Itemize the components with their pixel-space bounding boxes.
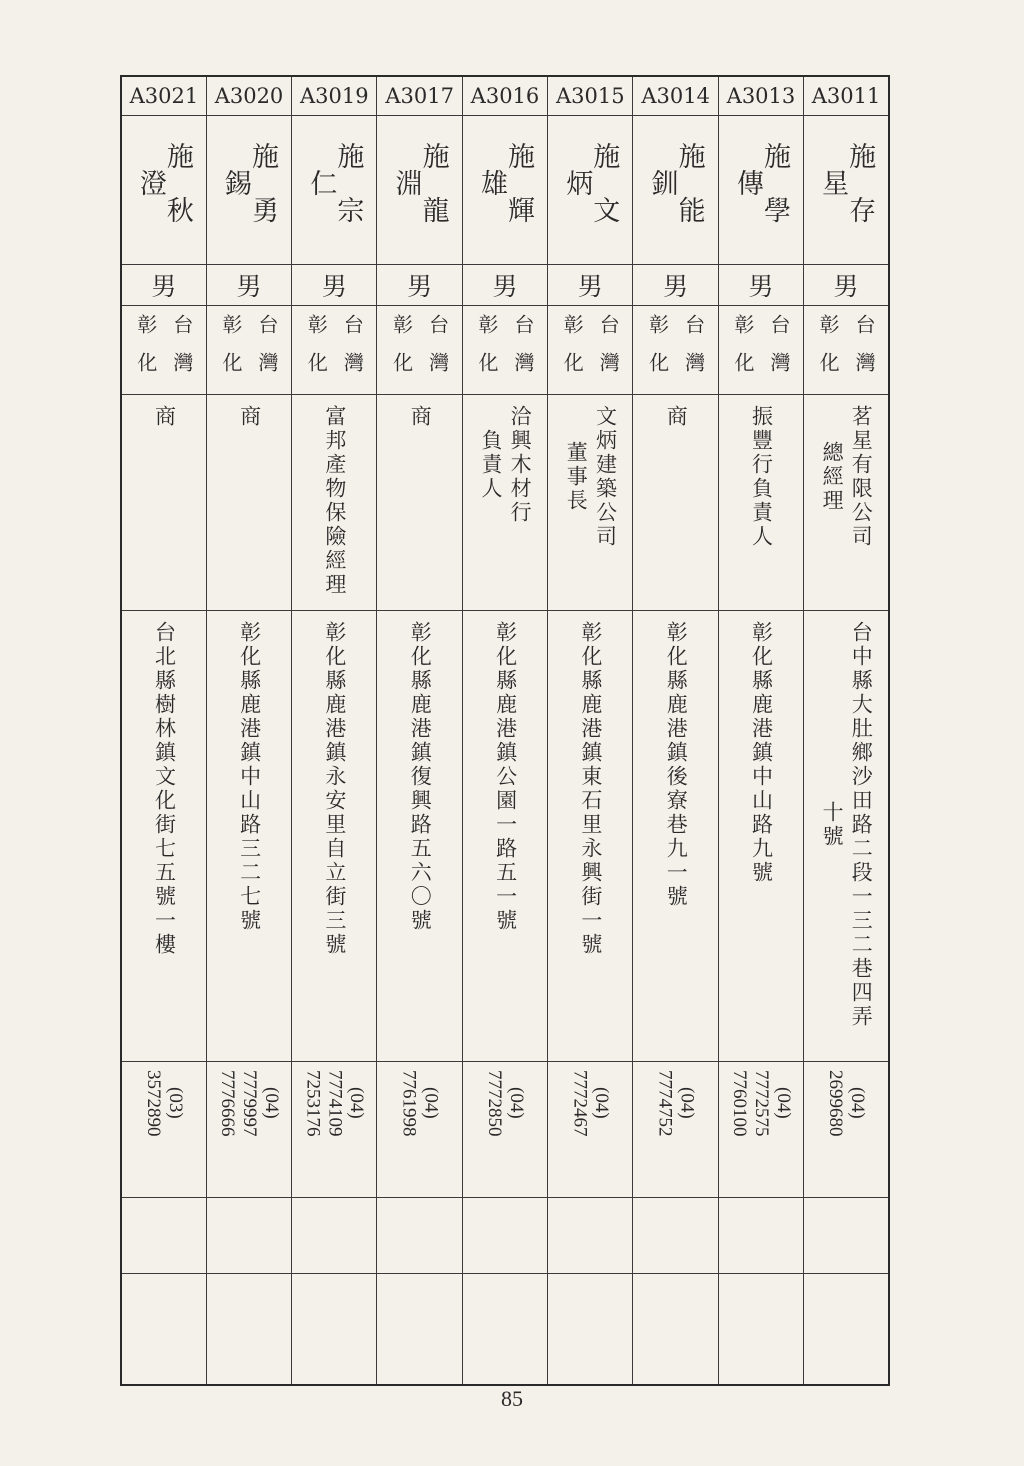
origin-text: 彰化 [389, 314, 414, 390]
table-row-blank [121, 1198, 889, 1274]
job-text: 商 [664, 405, 689, 429]
member-name: 施勇錫 [219, 142, 278, 250]
origin-text: 彰化 [645, 314, 670, 390]
job-text: 董事長 [564, 441, 589, 513]
member-name: 施龍淵 [390, 142, 449, 250]
origin-cell [121, 306, 206, 395]
origin-text: 彰化 [474, 314, 499, 390]
address-text: 彰化縣鹿港鎮後寮巷九一號 [664, 621, 689, 909]
tel-cell [548, 1062, 633, 1198]
address-text: 彰化縣鹿港鎮公園一路五一號 [493, 621, 518, 933]
origin-cell [206, 306, 291, 395]
address-text: 台中縣大肚鄉沙田路二段一三二巷四弄 [849, 621, 874, 1029]
telephone-text: 7760100 [728, 1070, 750, 1137]
member-name: 施秋澄 [134, 142, 193, 250]
origin-text: 彰化 [816, 314, 841, 390]
sex-cell: 男 [462, 265, 547, 306]
origin-text: 彰化 [304, 314, 329, 390]
id-cell: A3017 [377, 76, 462, 116]
origin-cell [804, 306, 889, 395]
tel-cell [633, 1062, 718, 1198]
tel-cell [206, 1062, 291, 1198]
blank-cell [121, 1198, 206, 1274]
origin-text: 彰化 [133, 314, 158, 390]
member-roster-table [120, 75, 890, 1386]
table-row-address [121, 611, 889, 1062]
telephone-text: 7772575 [750, 1070, 772, 1137]
telephone-text: 7772467 [569, 1070, 591, 1137]
name-cell [804, 116, 889, 265]
member-name: 施宗仁 [305, 142, 364, 250]
address-cell [718, 611, 803, 1062]
table-row-origin [121, 306, 889, 395]
table-row-job [121, 395, 889, 611]
name-cell [548, 116, 633, 265]
member-name: 施存星 [817, 142, 876, 250]
telephone-text: 7774109 [324, 1070, 346, 1137]
name-cell [292, 116, 377, 265]
telephone-text: (04) [505, 1087, 527, 1120]
blank-cell [804, 1274, 889, 1386]
blank-cell [718, 1274, 803, 1386]
telephone-text: (04) [772, 1087, 794, 1120]
address-cell [292, 611, 377, 1062]
table-row-id [121, 76, 889, 116]
address-cell [633, 611, 718, 1062]
sex-cell: 男 [206, 265, 291, 306]
name-cell [633, 116, 718, 265]
blank-cell [292, 1198, 377, 1274]
job-text: 負責人 [478, 429, 503, 501]
job-text: 洽興木材行 [508, 405, 533, 525]
telephone-text: (04) [676, 1087, 698, 1120]
origin-cell [292, 306, 377, 395]
blank-cell [633, 1274, 718, 1386]
job-text: 振豐行負責人 [749, 405, 774, 549]
address-cell [462, 611, 547, 1062]
telephone-text: 7776666 [217, 1070, 239, 1137]
id-cell: A3011 [804, 76, 889, 116]
job-text: 商 [237, 405, 262, 429]
telephone-text: 7772850 [483, 1070, 505, 1137]
origin-text: 台灣 [425, 314, 450, 390]
name-cell [206, 116, 291, 265]
blank-cell [292, 1274, 377, 1386]
table-row-sex [121, 265, 889, 306]
job-text: 茗星有限公司 [849, 405, 874, 549]
job-text: 富邦產物保險經理 [322, 405, 347, 597]
id-cell: A3016 [462, 76, 547, 116]
address-cell [548, 611, 633, 1062]
id-cell: A3021 [121, 76, 206, 116]
member-name: 施文炳 [561, 142, 620, 250]
id-cell: A3014 [633, 76, 718, 116]
sex-cell: 男 [633, 265, 718, 306]
address-cell [804, 611, 889, 1062]
origin-cell [718, 306, 803, 395]
telephone-text: (04) [420, 1087, 442, 1120]
job-cell [462, 395, 547, 611]
address-cell [377, 611, 462, 1062]
origin-cell [462, 306, 547, 395]
tel-cell [377, 1062, 462, 1198]
address-text: 彰化縣鹿港鎮中山路三二七號 [237, 621, 262, 933]
address-text: 彰化縣鹿港鎮永安里自立街三號 [322, 621, 347, 957]
sex-cell: 男 [804, 265, 889, 306]
table-row-blank [121, 1274, 889, 1386]
sex-cell: 男 [718, 265, 803, 306]
tel-cell [718, 1062, 803, 1198]
page-number: 85 [501, 1386, 523, 1411]
blank-cell [462, 1274, 547, 1386]
sex-cell: 男 [292, 265, 377, 306]
origin-text: 台灣 [169, 314, 194, 390]
blank-cell [121, 1274, 206, 1386]
telephone-text: (04) [346, 1087, 368, 1120]
origin-text: 台灣 [254, 314, 279, 390]
blank-cell [633, 1198, 718, 1274]
telephone-text: 2699680 [825, 1070, 847, 1137]
origin-cell [377, 306, 462, 395]
sex-cell: 男 [548, 265, 633, 306]
origin-text: 彰化 [730, 314, 755, 390]
tel-cell [804, 1062, 889, 1198]
id-cell: A3019 [292, 76, 377, 116]
origin-text: 台灣 [340, 314, 365, 390]
id-cell: A3020 [206, 76, 291, 116]
origin-text: 台灣 [596, 314, 621, 390]
telephone-text: 7779997 [238, 1070, 260, 1137]
job-cell [377, 395, 462, 611]
blank-cell [718, 1198, 803, 1274]
job-text: 商 [152, 405, 177, 429]
tel-cell [292, 1062, 377, 1198]
origin-cell [548, 306, 633, 395]
job-cell [633, 395, 718, 611]
address-cell [121, 611, 206, 1062]
origin-text: 彰化 [218, 314, 243, 390]
job-text: 商 [408, 405, 433, 429]
origin-text: 台灣 [510, 314, 535, 390]
origin-text: 台灣 [852, 314, 877, 390]
name-cell [121, 116, 206, 265]
table-row-tel [121, 1062, 889, 1198]
telephone-text: 7253176 [302, 1070, 324, 1137]
address-text: 十號 [820, 801, 845, 849]
blank-cell [377, 1198, 462, 1274]
telephone-text: 7761998 [398, 1070, 420, 1137]
blank-cell [206, 1198, 291, 1274]
job-cell [804, 395, 889, 611]
blank-cell [206, 1274, 291, 1386]
origin-cell [633, 306, 718, 395]
name-cell [377, 116, 462, 265]
id-cell: A3015 [548, 76, 633, 116]
name-cell [462, 116, 547, 265]
table-row-name [121, 116, 889, 265]
origin-text: 台灣 [766, 314, 791, 390]
blank-cell [804, 1198, 889, 1274]
blank-cell [548, 1274, 633, 1386]
blank-cell [548, 1198, 633, 1274]
member-name: 施能釧 [646, 142, 705, 250]
job-cell [292, 395, 377, 611]
telephone-text: (03) [164, 1087, 186, 1120]
job-cell [121, 395, 206, 611]
telephone-text: (04) [591, 1087, 613, 1120]
address-text: 彰化縣鹿港鎮東石里永興街一號 [578, 621, 603, 957]
sex-cell: 男 [121, 265, 206, 306]
sex-cell: 男 [377, 265, 462, 306]
blank-cell [377, 1274, 462, 1386]
address-cell [206, 611, 291, 1062]
id-cell: A3013 [718, 76, 803, 116]
job-cell [206, 395, 291, 611]
address-text: 台北縣樹林鎮文化街七五號一樓 [152, 621, 177, 957]
job-text: 總經理 [820, 441, 845, 513]
member-name: 施學傳 [731, 142, 790, 250]
member-name: 施輝雄 [475, 142, 534, 250]
tel-cell [121, 1062, 206, 1198]
blank-cell [462, 1198, 547, 1274]
address-text: 彰化縣鹿港鎮復興路五六〇號 [408, 621, 433, 933]
address-text: 彰化縣鹿港鎮中山路九號 [749, 621, 774, 885]
telephone-text: 3572890 [142, 1070, 164, 1137]
telephone-text: (04) [847, 1087, 868, 1120]
job-text: 文炳建築公司 [593, 405, 618, 549]
job-cell [718, 395, 803, 611]
tel-cell [462, 1062, 547, 1198]
name-cell [718, 116, 803, 265]
telephone-text: (04) [260, 1087, 282, 1120]
origin-text: 台灣 [681, 314, 706, 390]
origin-text: 彰化 [560, 314, 585, 390]
telephone-text: 7774752 [654, 1070, 676, 1137]
job-cell [548, 395, 633, 611]
